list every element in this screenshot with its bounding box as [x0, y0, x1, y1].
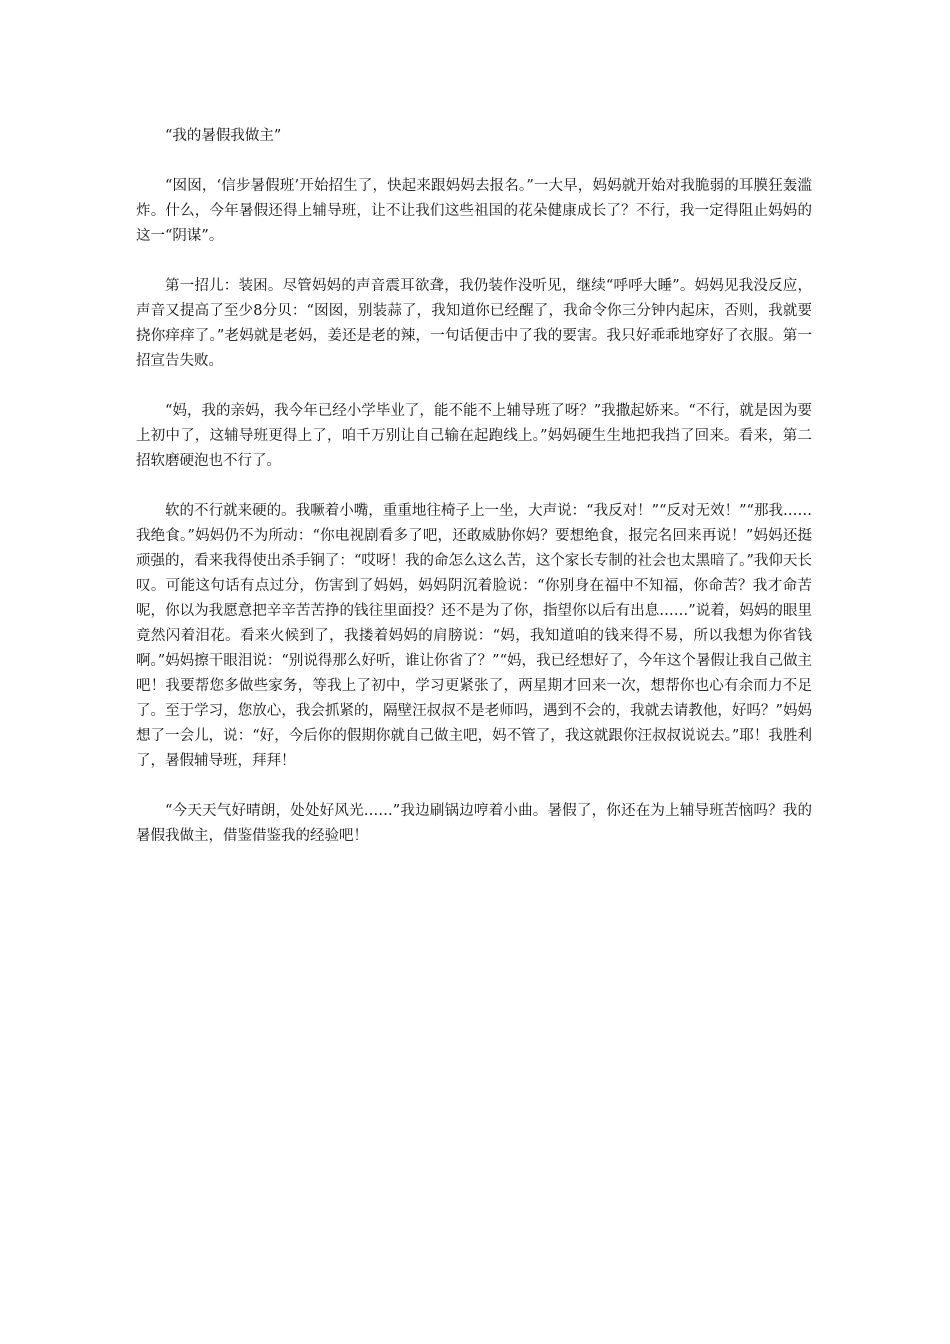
- paragraph-4: 软的不行就来硬的。我噘着小嘴，重重地往椅子上一坐，大声说：“我反对！”“反对无效！”“那我……我绝食。”妈妈仍不为所动：“你电视剧看多了吧，还敢威胁你妈？要想绝食，报完名回来再说！”妈妈还挺顽强的，看来我得使出杀手锏了：“哎呀！我的命怎么这么苦，这个家长专制的社会也太黑暗了。”我仰天长叹。可能这句话有点过分，伤害到了妈妈，妈妈阴沉着脸说：“你别身在福中不知福，你命苦？我才命苦呢，你以为我愿意把辛辛苦苦挣的钱往里面投？还不是为了你，指望你以后有出息……”说着，妈妈的眼里竟然闪着泪花。看来火候到了，我搂着妈妈的肩膀说：“妈，我知道咱的钱来得不易，所以我想为你省钱啊。”妈妈擦干眼泪说：“别说得那么好听，谁让你省了？”“妈，我已经想好了，今年这个暑假让我自己做主吧！我要帮您多做些家务，等我上了初中，学习更紧张了，两星期才回来一次，想帮你也心有余而力不足了。至于学习，您放心，我会抓紧的，隔壁汪叔叔不是老师吗，遇到不会的，我就去请教他，好吗？”妈妈想了一会儿，说：“好，今后你的假期你就自己做主吧，妈不管了，我这就跟你汪叔叔说说去。”耶！我胜利了，暑假辅导班，拜拜！: [136, 503, 812, 769]
- paragraph-2: 第一招儿：装困。尽管妈妈的声音震耳欲聋，我仍装作没听见，继续“呼呼大睡”。妈妈见我没反应，声音又提高了至少8分贝：“囡囡，别装蒜了，我知道你已经醒了，我命令你三分钟内起床，否则，我就要挠你痒痒了。”老妈就是老妈，姜还是老的辣，一句话便击中了我的要害。我只好乖乖地穿好了衣服。第一招宣告失败。: [136, 278, 812, 369]
- paragraph-1: “囡囡，‘信步暑假班’开始招生了，快起来跟妈妈去报名。”一大早，妈妈就开始对我脆弱的耳膜狂轰滥炸。什么，今年暑假还得上辅导班，让不让我们这些祖国的花朵健康成长了？不行，我一定得阻止妈妈的这一“阴谋”。: [136, 178, 812, 244]
- paragraph-5: “今天天气好晴朗，处处好风光……”我边刷锅边哼着小曲。暑假了，你还在为上辅导班苦恼吗？我的暑假我做主，借鉴借鉴我的经验吧！: [136, 803, 812, 844]
- paragraph-3: “妈，我的亲妈，我今年已经小学毕业了，能不能不上辅导班了呀？”我撒起娇来。“不行，就是因为要上初中了，这辅导班更得上了，咱千万别让自己输在起跑线上。”妈妈硬生生地把我挡了回来。看来，第二招软磨硬泡也不行了。: [136, 403, 812, 469]
- document-title: “我的暑假我做主”: [165, 128, 282, 144]
- document-body: [136, 124, 812, 874]
